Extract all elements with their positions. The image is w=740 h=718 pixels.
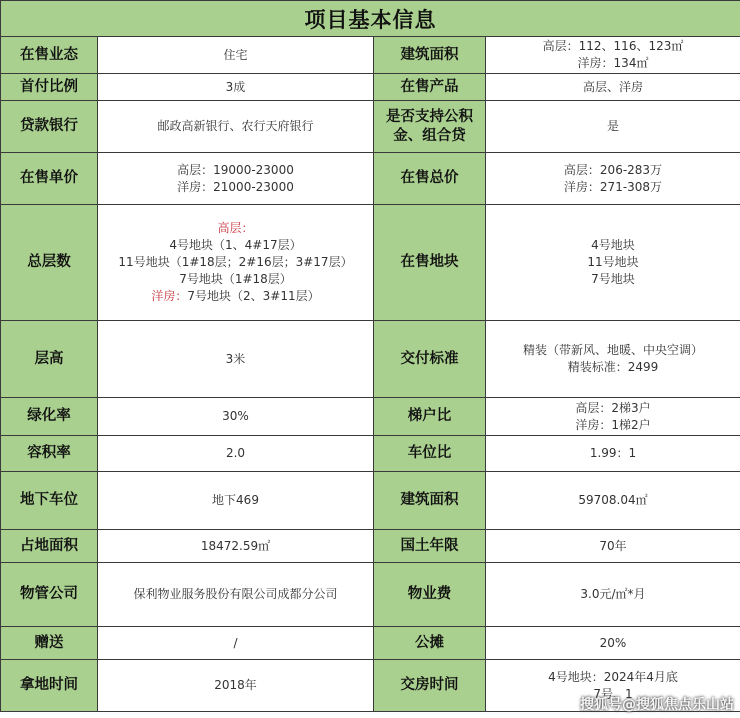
- field-label: 交付标准: [374, 321, 486, 398]
- value-line: 7号、1: [593, 686, 633, 701]
- watermark: 搜狐号@搜狐焦点乐山站: [580, 697, 734, 713]
- field-value: [98, 563, 374, 627]
- table-row: [1, 37, 740, 74]
- field-label: 赠送: [1, 627, 98, 660]
- field-label: 占地面积: [1, 530, 98, 563]
- field-value: [98, 74, 374, 101]
- field-label: 在售地块: [374, 205, 486, 321]
- value-line: 11号地块: [587, 255, 639, 269]
- table-row: [1, 153, 740, 205]
- highrise-label: 高层：: [217, 221, 254, 235]
- field-value: [486, 436, 740, 472]
- field-value: [98, 205, 374, 321]
- field-label: 在售产品: [374, 74, 486, 101]
- table-row: [1, 398, 740, 436]
- field-label: [374, 101, 486, 153]
- table-row: [1, 101, 740, 153]
- value-line: 2018年: [214, 678, 257, 692]
- value-line: 11号地块（1#18层；2#16层；3#17层）: [118, 255, 353, 269]
- field-value: [486, 321, 740, 398]
- value-line: 高层：19000-23000: [177, 162, 294, 177]
- field-value: [98, 398, 374, 436]
- field-label: 层高: [1, 321, 98, 398]
- value-line: 高层：112、116、123㎡: [542, 39, 684, 53]
- value-line: 地下469: [212, 493, 259, 507]
- value-line: 是: [606, 119, 619, 133]
- value-line: 邮政高新银行、农行天府银行: [157, 119, 314, 133]
- value-line: 4号地块: [591, 238, 635, 252]
- table-row: [1, 472, 740, 530]
- field-value: [98, 153, 374, 205]
- field-label: 拿地时间: [1, 660, 98, 712]
- table-row: [1, 563, 740, 627]
- value-line: 高层：206-283万: [563, 162, 663, 177]
- field-label: 建筑面积: [374, 472, 486, 530]
- value-line: 18472.59㎡: [200, 538, 271, 553]
- value-line: 7号地块: [591, 272, 635, 286]
- value-line: 高层、洋房: [582, 79, 643, 94]
- table-row: [1, 627, 740, 660]
- value-line: 4号地块：2024年4月底: [548, 669, 678, 684]
- table-row: [1, 436, 740, 472]
- field-value: [98, 37, 374, 74]
- field-value: [486, 398, 740, 436]
- field-value: [98, 472, 374, 530]
- value-line: 70年: [599, 538, 627, 553]
- field-label: 首付比例: [1, 74, 98, 101]
- value-line: 住宅: [223, 47, 248, 62]
- value-line: 20%: [599, 635, 627, 650]
- field-value: [486, 37, 740, 74]
- title-row: [1, 1, 740, 37]
- value-line: 3米: [225, 351, 246, 366]
- field-label: 地下车位: [1, 472, 98, 530]
- field-value: [486, 101, 740, 153]
- field-value: [486, 530, 740, 563]
- field-label: 贷款银行: [1, 101, 98, 153]
- field-value: [98, 436, 374, 472]
- table-row: [1, 530, 740, 563]
- value-line: 30%: [222, 409, 249, 423]
- value-line: 59708.04㎡: [578, 493, 648, 507]
- field-value: [486, 153, 740, 205]
- field-value: [486, 74, 740, 101]
- field-value: [486, 627, 740, 660]
- value-line: 洋房：21000-23000: [177, 179, 294, 194]
- field-label: 在售业态: [1, 37, 98, 74]
- field-label: 绿化率: [1, 398, 98, 436]
- label-line: 是否支持公积: [386, 108, 473, 125]
- field-value: [486, 205, 740, 321]
- field-value: [98, 660, 374, 712]
- value-line: 2.0: [225, 446, 246, 460]
- field-value: [98, 530, 374, 563]
- field-value: [486, 563, 740, 627]
- field-label: 在售单价: [1, 153, 98, 205]
- field-label: 建筑面积: [374, 37, 486, 74]
- field-label: 物业费: [374, 563, 486, 627]
- page-title: 项目基本信息: [1, 1, 740, 37]
- table-row: [1, 321, 740, 398]
- villa-value: 7号地块（2、3#11层）: [187, 289, 320, 303]
- field-label: 国土年限: [374, 530, 486, 563]
- value-line: 精装标准：2499: [567, 360, 659, 374]
- villa-line: [102, 288, 369, 305]
- value-line: 3.0元/㎡*月: [580, 587, 646, 601]
- field-label: 容积率: [1, 436, 98, 472]
- value-line: 7号地块（1#18层）: [179, 272, 292, 286]
- table-row: [1, 205, 740, 321]
- villa-label: 洋房：: [151, 289, 188, 303]
- value-line: /: [233, 635, 238, 650]
- field-value: [98, 321, 374, 398]
- value-line: 精装（带新风、地暖、中央空调）: [522, 343, 703, 357]
- field-label: 物管公司: [1, 563, 98, 627]
- field-label: 总层数: [1, 205, 98, 321]
- field-value: [98, 627, 374, 660]
- field-value: [98, 101, 374, 153]
- value-line: 3成: [225, 79, 246, 94]
- field-value: [486, 472, 740, 530]
- value-line: 洋房：271-308万: [563, 179, 663, 194]
- label-line: 金、组合贷: [393, 127, 466, 144]
- value-line: 1.99：1: [589, 446, 637, 460]
- value-line: 高层：2梯3户: [575, 400, 651, 415]
- value-line: 洋房：134㎡: [577, 56, 649, 70]
- table-row: [1, 74, 740, 101]
- field-label: 公摊: [374, 627, 486, 660]
- field-label: 梯户比: [374, 398, 486, 436]
- field-label: 在售总价: [374, 153, 486, 205]
- value-line: 保利物业服务股份有限公司成都分公司: [133, 587, 338, 601]
- value-line: 4号地块（1、4#17层）: [169, 238, 302, 252]
- field-label: 交房时间: [374, 660, 486, 712]
- field-label: 车位比: [374, 436, 486, 472]
- value-line: 洋房：1梯2户: [575, 417, 651, 432]
